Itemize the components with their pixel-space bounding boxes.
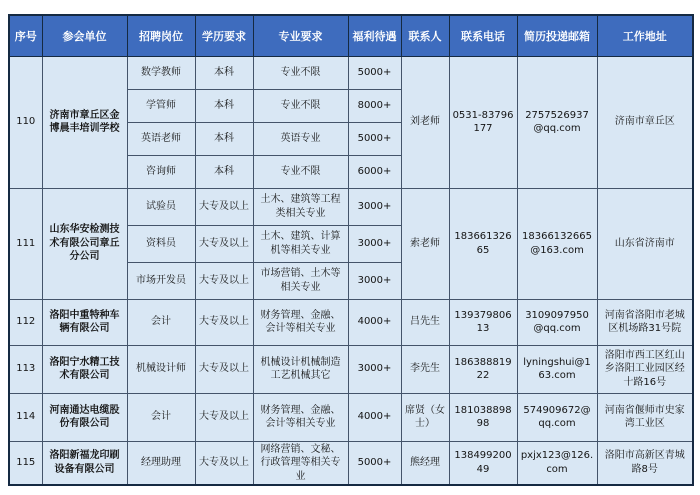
cell-company: 洛阳中重特种车辆有限公司 — [42, 299, 127, 345]
cell-education: 本科 — [195, 122, 253, 155]
cell-major: 土木、建筑、计算机等相关专业 — [253, 225, 348, 262]
cell-index: 111 — [9, 188, 42, 299]
cell-contact: 熊经理 — [401, 441, 449, 485]
cell-address: 洛阳市西工区红山乡洛阳工业园区经十路16号 — [597, 345, 693, 393]
header-company: 参会单位 — [42, 15, 127, 56]
cell-education: 大专及以上 — [195, 299, 253, 345]
cell-position: 学管师 — [127, 89, 195, 122]
table-row — [9, 345, 693, 393]
header-phone: 联系电话 — [449, 15, 517, 56]
table-row — [9, 56, 693, 89]
cell-education: 大专及以上 — [195, 225, 253, 262]
cell-contact: 索老师 — [401, 188, 449, 299]
header-major: 专业要求 — [253, 15, 348, 56]
cell-company: 洛阳新福龙印刷设备有限公司 — [42, 441, 127, 485]
cell-position: 试验员 — [127, 188, 195, 225]
cell-major: 网络营销、文秘、行政管理等相关专业 — [253, 441, 348, 485]
recruitment-table — [8, 14, 694, 486]
cell-salary: 5000+ — [348, 122, 401, 155]
cell-position: 市场开发员 — [127, 262, 195, 299]
header-index: 序号 — [9, 15, 42, 56]
cell-major: 土木、建筑等工程类相关专业 — [253, 188, 348, 225]
cell-phone: 13937980613 — [449, 299, 517, 345]
cell-email: 574909672@qq.com — [517, 393, 597, 441]
cell-position: 会计 — [127, 393, 195, 441]
header-education: 学历要求 — [195, 15, 253, 56]
cell-major: 财务管理、金融、会计等相关专业 — [253, 393, 348, 441]
cell-salary: 8000+ — [348, 89, 401, 122]
cell-email: 2757526937@qq.com — [517, 56, 597, 188]
cell-email: 18366132665@163.com — [517, 188, 597, 299]
cell-salary: 3000+ — [348, 225, 401, 262]
table-row — [9, 188, 693, 225]
cell-phone: 18103889898 — [449, 393, 517, 441]
table-row — [9, 299, 693, 345]
cell-company: 山东华安检测技术有限公司章丘分公司 — [42, 188, 127, 299]
cell-phone: 13849920049 — [449, 441, 517, 485]
cell-salary: 3000+ — [348, 345, 401, 393]
cell-contact: 席贤（女士） — [401, 393, 449, 441]
cell-address: 洛阳市高新区青城路8号 — [597, 441, 693, 485]
cell-index: 112 — [9, 299, 42, 345]
cell-phone: 0531-83796177 — [449, 56, 517, 188]
cell-index: 113 — [9, 345, 42, 393]
cell-major: 市场营销、土木等相关专业 — [253, 262, 348, 299]
cell-education: 大专及以上 — [195, 188, 253, 225]
cell-salary: 4000+ — [348, 393, 401, 441]
cell-email: 3109097950@qq.com — [517, 299, 597, 345]
cell-address: 河南省偃师市史家湾工业区 — [597, 393, 693, 441]
cell-index: 114 — [9, 393, 42, 441]
cell-position: 经理助理 — [127, 441, 195, 485]
cell-education: 本科 — [195, 89, 253, 122]
cell-salary: 5000+ — [348, 56, 401, 89]
cell-education: 大专及以上 — [195, 393, 253, 441]
cell-contact: 李先生 — [401, 345, 449, 393]
cell-address: 河南省洛阳市老城区机场路31号院 — [597, 299, 693, 345]
job-fair-table — [8, 14, 694, 486]
cell-salary: 3000+ — [348, 262, 401, 299]
cell-position: 咨询师 — [127, 155, 195, 188]
cell-major: 财务管理、金融、会计等相关专业 — [253, 299, 348, 345]
cell-education: 大专及以上 — [195, 262, 253, 299]
cell-address: 济南市章丘区 — [597, 56, 693, 188]
cell-position: 数学教师 — [127, 56, 195, 89]
table-row — [9, 393, 693, 441]
cell-education: 大专及以上 — [195, 441, 253, 485]
cell-company: 河南通达电缆股份有限公司 — [42, 393, 127, 441]
cell-phone: 18366132665 — [449, 188, 517, 299]
cell-index: 110 — [9, 56, 42, 188]
cell-education: 本科 — [195, 56, 253, 89]
cell-phone: 18638881922 — [449, 345, 517, 393]
cell-major: 专业不限 — [253, 155, 348, 188]
cell-major: 英语专业 — [253, 122, 348, 155]
cell-email: pxjx123@126.com — [517, 441, 597, 485]
header-benefits: 福利待遇 — [348, 15, 401, 56]
cell-index: 115 — [9, 441, 42, 485]
cell-salary: 6000+ — [348, 155, 401, 188]
cell-major: 专业不限 — [253, 89, 348, 122]
table-header-row — [9, 15, 693, 56]
cell-position: 机械设计师 — [127, 345, 195, 393]
cell-position: 资料员 — [127, 225, 195, 262]
cell-position: 英语老师 — [127, 122, 195, 155]
cell-email: lyningshui@163.com — [517, 345, 597, 393]
cell-salary: 5000+ — [348, 441, 401, 485]
cell-education: 本科 — [195, 155, 253, 188]
cell-company: 济南市章丘区金博晨丰培训学校 — [42, 56, 127, 188]
table-row — [9, 441, 693, 485]
cell-position: 会计 — [127, 299, 195, 345]
header-contact: 联系人 — [401, 15, 449, 56]
cell-address: 山东省济南市 — [597, 188, 693, 299]
header-address: 工作地址 — [597, 15, 693, 56]
cell-major: 机械设计机械制造工艺机械其它 — [253, 345, 348, 393]
cell-salary: 3000+ — [348, 188, 401, 225]
cell-contact: 吕先生 — [401, 299, 449, 345]
header-email: 简历投递邮箱 — [517, 15, 597, 56]
cell-major: 专业不限 — [253, 56, 348, 89]
header-position: 招聘岗位 — [127, 15, 195, 56]
cell-company: 洛阳宁水精工技术有限公司 — [42, 345, 127, 393]
cell-contact: 刘老师 — [401, 56, 449, 188]
cell-education: 大专及以上 — [195, 345, 253, 393]
cell-salary: 4000+ — [348, 299, 401, 345]
